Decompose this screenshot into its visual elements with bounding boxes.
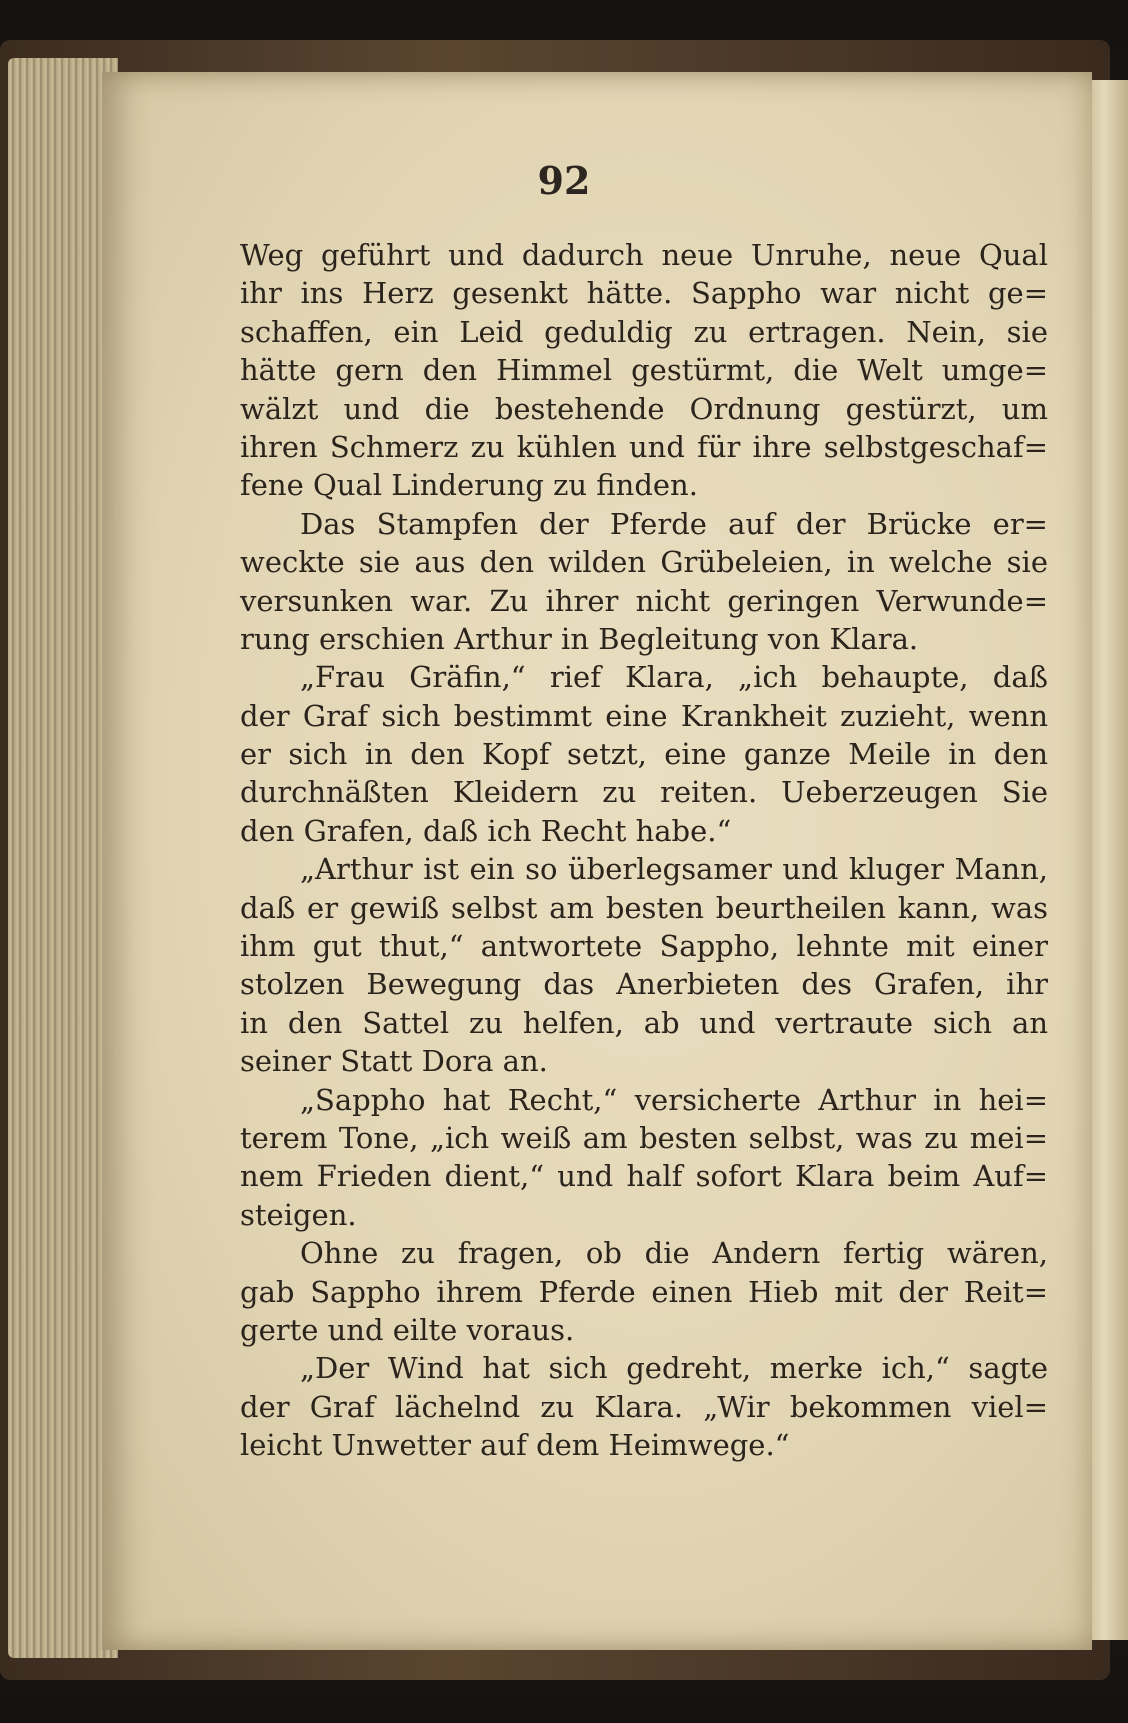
text-line: Das Stampfen der Pferde auf der Brücke er=: [300, 506, 1048, 541]
text-line: nem Frieden dient,“ und half sofort Klara beim Auf=: [240, 1159, 1048, 1194]
facing-page-strip: [1088, 80, 1128, 1640]
page-number: 92: [537, 158, 591, 203]
text-line: weckte sie aus den wilden Grübeleien, in welche sie: [240, 545, 1048, 580]
text-line: rung erschien Arthur in Begleitung von Klara.: [240, 621, 919, 656]
text-line: den Grafen, daß ich Recht habe.“: [240, 813, 732, 848]
text-line: seiner Statt Dora an.: [240, 1044, 548, 1079]
text-line: stolzen Bewegung das Anerbieten des Grafen, ihr: [240, 967, 1048, 1002]
text-line: hätte gern den Himmel gestürmt, die Welt umge=: [240, 353, 1048, 388]
body-text: [240, 236, 1048, 1465]
text-line: „Sappho hat Recht,“ versicherte Arthur in hei=: [300, 1082, 1048, 1117]
text-line: Weg geführt und dadurch neue Unruhe, neue Qual: [240, 238, 1048, 272]
text-line: ihm gut thut,“ antwortete Sappho, lehnte mit einer: [240, 929, 1048, 964]
text-line: terem Tone, „ich weiß am besten selbst, was zu mei=: [240, 1120, 1048, 1155]
text-line: in den Sattel zu helfen, ab und vertraute sich an: [240, 1005, 1048, 1040]
text-line: fene Qual Linderung zu finden.: [240, 468, 698, 503]
text-line: wälzt und die bestehende Ordnung gestürzt, um: [240, 391, 1048, 426]
text-line: „Der Wind hat sich gedreht, merke ich,“ sagte: [300, 1351, 1048, 1386]
text-line: ihr ins Herz gesenkt hätte. Sappho war nicht ge=: [240, 276, 1048, 311]
text-line: der Graf sich bestimmt eine Krankheit zuzieht, wenn: [240, 698, 1048, 733]
text-line: gab Sappho ihrem Pferde einen Hieb mit der Reit=: [240, 1274, 1048, 1309]
text-line: der Graf lächelnd zu Klara. „Wir bekommen viel=: [240, 1389, 1048, 1424]
text-line: leicht Unwetter auf dem Heimwege.“: [240, 1428, 790, 1463]
text-line: „Frau Gräfin,“ rief Klara, „ich behaupte, daß: [300, 660, 1048, 695]
text-line: schaffen, ein Leid geduldig zu ertragen. Nein, sie: [240, 314, 1048, 349]
text-line: ihren Schmerz zu kühlen und für ihre selbstgeschaf=: [240, 429, 1048, 464]
text-line: durchnäßten Kleidern zu reiten. Ueberzeugen Sie: [240, 775, 1048, 810]
text-line: er sich in den Kopf setzt, eine ganze Meile in den: [240, 737, 1048, 772]
text-line: versunken war. Zu ihrer nicht geringen Verwunde=: [240, 583, 1048, 618]
text-line: „Arthur ist ein so überlegsamer und kluger Mann,: [300, 852, 1048, 887]
text-line: Ohne zu fragen, ob die Andern fertig wären,: [300, 1236, 1048, 1271]
text-line: daß er gewiß selbst am besten beurtheilen kann, was: [240, 890, 1048, 925]
text-line: steigen.: [240, 1197, 357, 1232]
text-line: gerte und eilte voraus.: [240, 1312, 575, 1347]
